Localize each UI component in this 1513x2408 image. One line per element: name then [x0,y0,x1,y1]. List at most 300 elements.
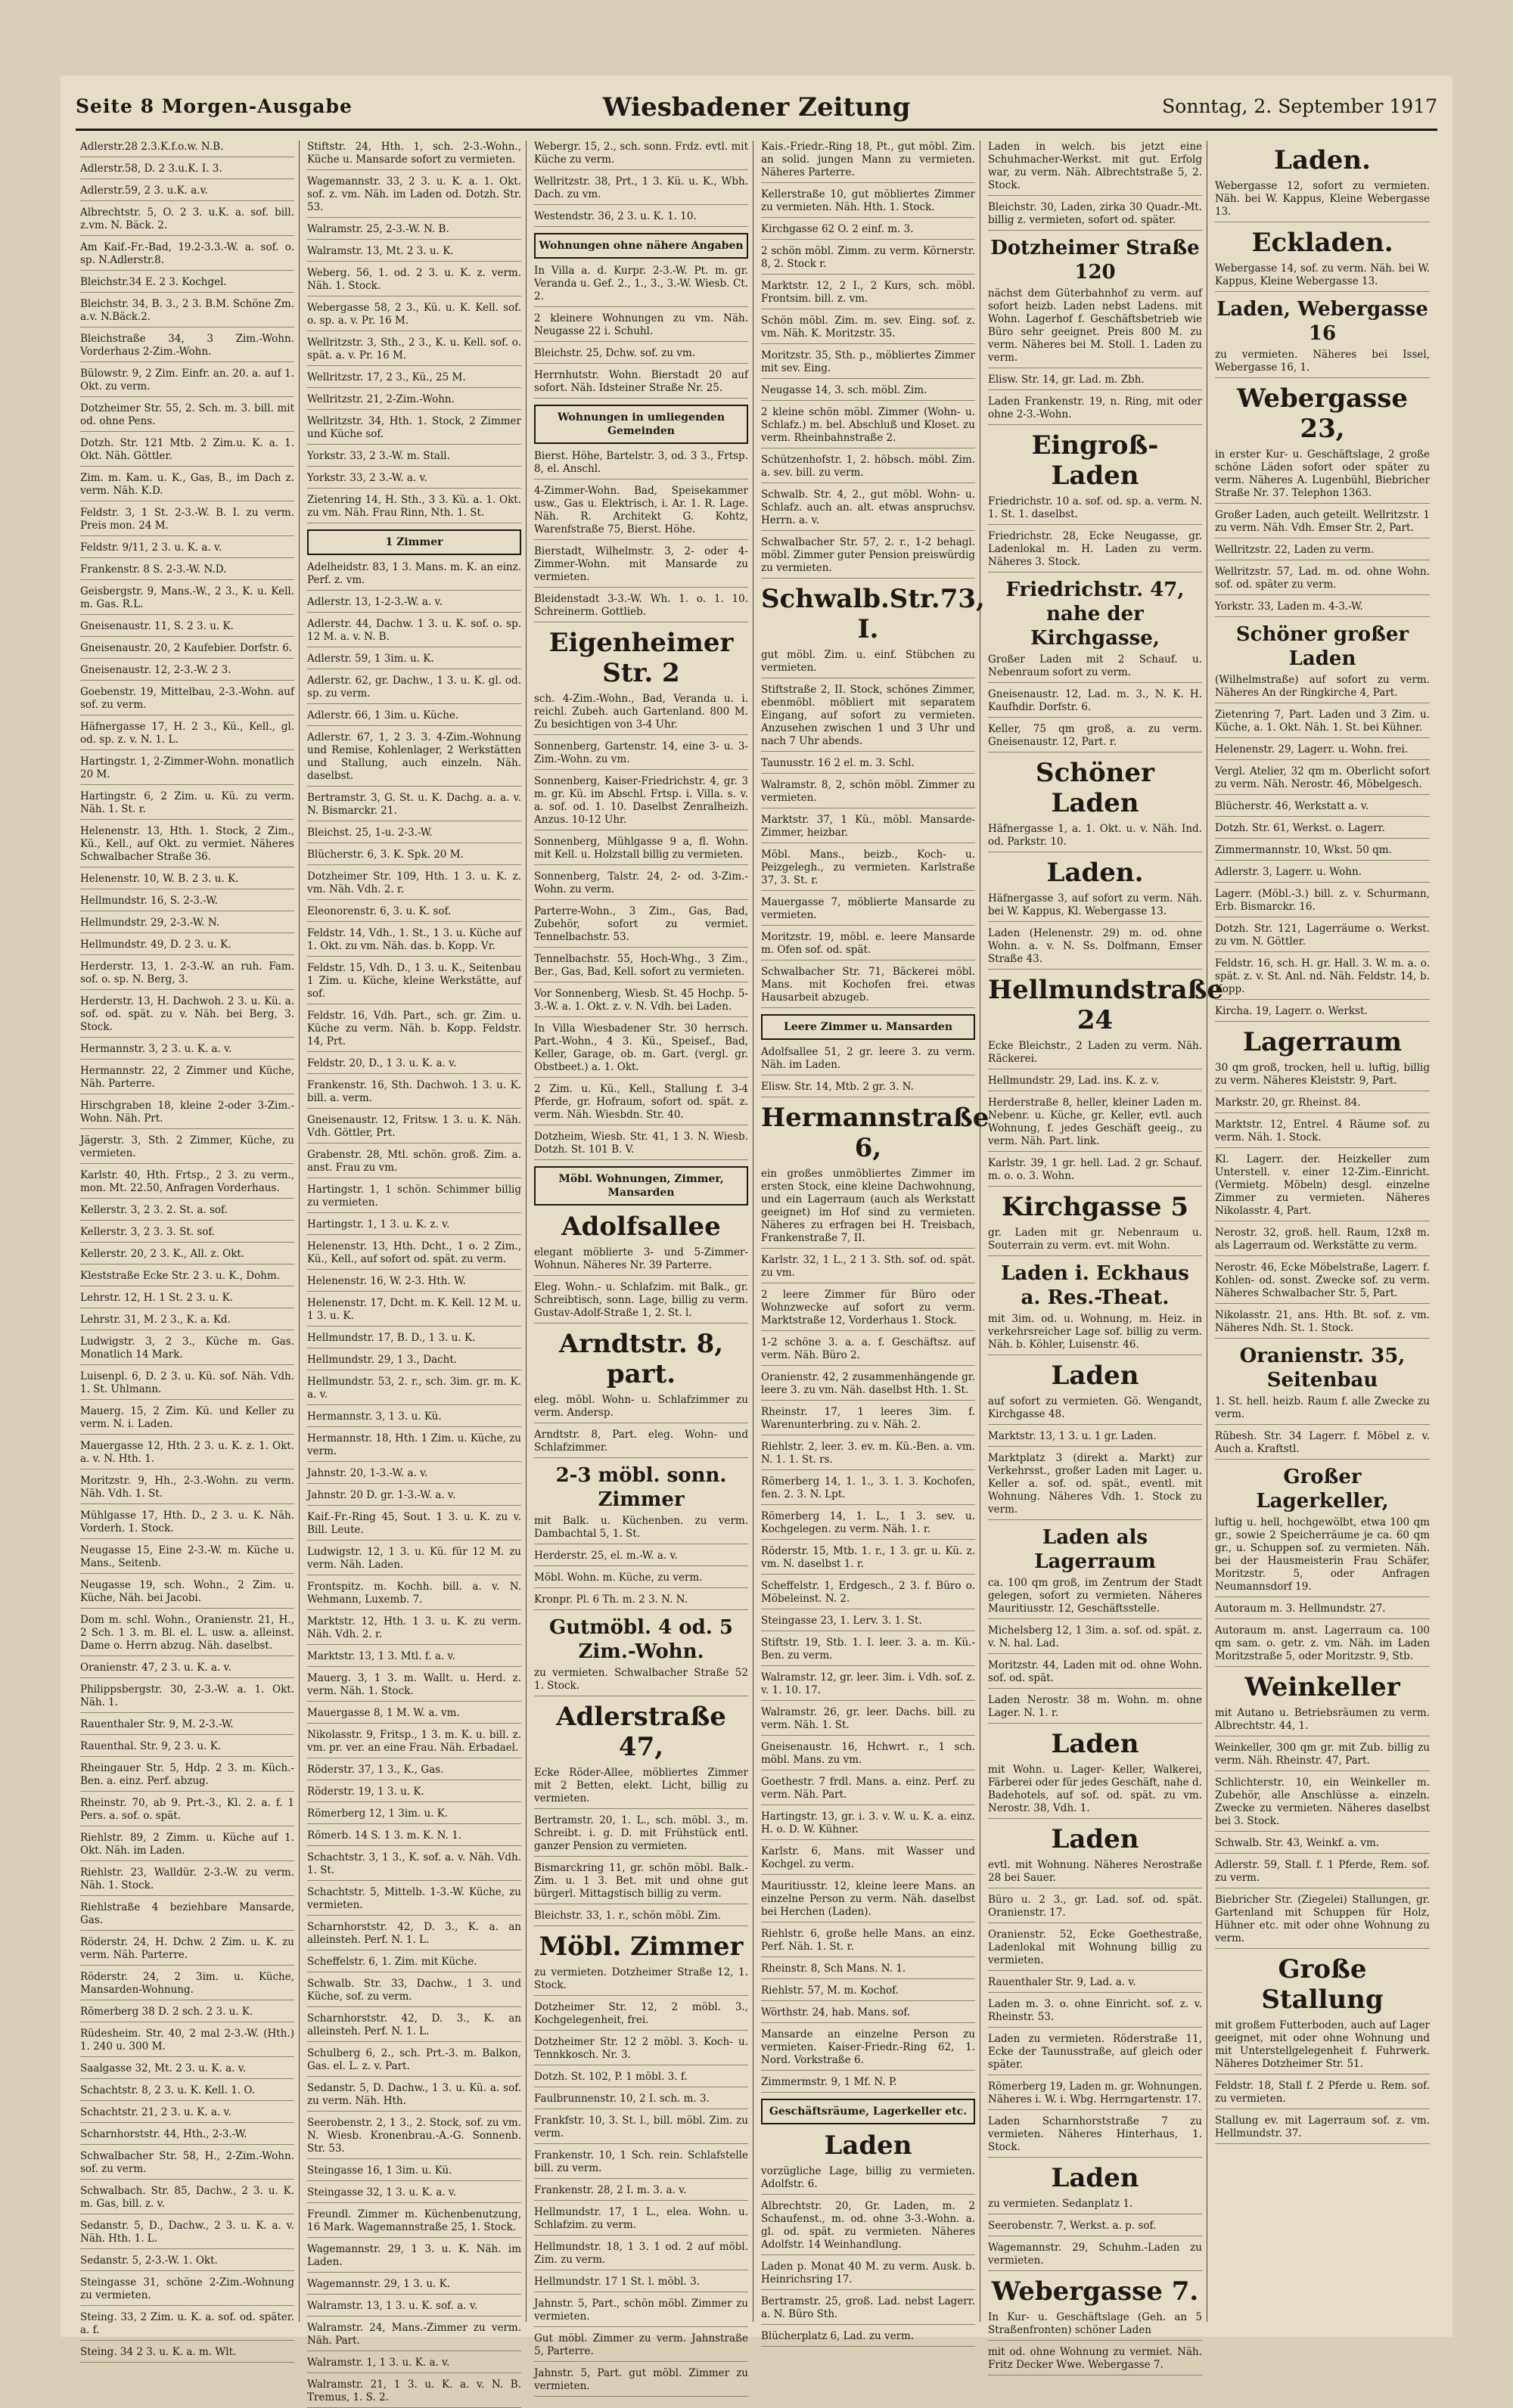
classified-ad: Adlerstr. 44, Dachw. 1 3. u. K. sof. o. sp. 12 M. a. v. N. B. [307,618,521,647]
classified-ad: Oranienstr. 47, 2 3. u. K. a. v. [80,1662,294,1678]
classified-ad: 2 Zim. u. Kü., Kell., Stallung f. 3-4 Pferde, gr. Hofraum, sofort od. spät. z. verm. Näh. Wiesbdn. Str. 40. [534,1083,748,1125]
classified-ad: Blücherplatz 6, Lad. zu verm. [761,2330,975,2347]
classified-ad: Karlstr. 39, 1 gr. hell. Lad. 2 gr. Schauf. m. o. o. 3. Wohn. [988,1157,1202,1187]
classified-ad: Bleichstr. 34, B. 3., 2 3. B.M. Schöne Zm. a.v. N.Bäck.2. [80,298,294,327]
classified-ad: Taunusstr. 16 2 el. m. 3. Schl. [761,757,975,774]
classified-ad: Seerobenstr. 7, Werkst. a. p. sof. [988,2220,1202,2236]
classified-ad: Helenenstr. 10, W. B. 2 3. u. K. [80,873,294,889]
classified-ad: Gneisenaustr. 20, 2 Kaufebier. Dorfstr. 6. [80,642,294,659]
classified-ad: (Wilhelmstraße) auf sofort zu verm. Näheres An der Ringkirche 4, Part. [1215,674,1430,703]
classified-ad: Weberg. 56, 1. od. 2 3. u. K. z. verm. Näh. 1. Stock. [307,267,521,296]
classified-ad: Hellmundstr. 29, 1 3., Dacht. [307,1354,521,1370]
classified-ad: Blücherstr. 6, 3. K. Spk. 20 M. [307,849,521,865]
classified-ad: Nikolasstr. 9, Fritsp., 1 3. m. K. u. bill. z. vm. pr. ver. an eine Frau. Näh. Erbadael. [307,1729,521,1758]
classified-ad: Großer Laden mit 2 Schauf. u. Nebenraum sofort zu verm. [988,653,1202,683]
classified-ad: Am Kaif.-Fr.-Bad, 19.2-3.3.-W. a. sof. o. sp. N.Adlerstr.8. [80,241,294,271]
display-heading: Laden [1051,1361,1139,1391]
classified-ad: Steingasse 31, schöne 2-Zim.-Wohnung zu vermieten. [80,2276,294,2306]
classified-ad: Zietenring 14, H. Sth., 3 3. Kü. a. 1. Okt. zu vm. Näh. Frau Rinn, Nth. 1. St. [307,494,521,523]
classified-ad: Römerberg 12, 1 3im. u. K. [307,1808,521,1824]
classified-ad: Michelsberg 12, 1 3im. a. sof. od. spät. z. v. N. hal. Lad. [988,1624,1202,1654]
classified-ad: Jahnstr. 20, 1-3.-W. a. v. [307,1467,521,1484]
classified-ad: Kircha. 19, Lagerr. o. Werkst. [1215,1005,1430,1022]
classified-ad: Moritzstr. 44, Laden mit od. ohne Wohn. sof. od. spät. [988,1659,1202,1689]
classified-ad: Neugasse 14, 3. sch. möbl. Zim. [761,384,975,401]
classified-ad: Röderstr. 24, 2 3im. u. Küche, Mansarden-Wohnung. [80,1971,294,2000]
classified-ad: evtl. mit Wohnung. Näheres Nerostraße 28 bei Sauer. [988,1859,1202,1888]
classified-ad: Steing. 33, 2 Zim. u. K. a. sof. od. später. a. f. [80,2311,294,2341]
classified-ad: Mansarde an einzelne Person zu vermieten. Kaiser-Friedr.-Ring 62, 1. Nord. Vorkstraße 6. [761,2028,975,2071]
classified-ad: Keller, 75 qm groß, a. zu verm. Gneisenaustr. 12, Part. r. [988,723,1202,752]
classified-ad: Walramstr. 24, Mans.-Zimmer zu verm. Näh. Part. [307,2322,521,2351]
classified-ad: auf sofort zu vermieten. Gö. Wengandt, Kirchgasse 48. [988,1395,1202,1425]
classified-ad: Hermannstr. 18, Hth. 1 Zim. u. Küche, zu verm. [307,1432,521,1462]
classified-ad: Riehlstr. 6, große helle Mans. an einz. Perf. Näh. 1. St. r. [761,1928,975,1957]
classified-ad: Stallung ev. mit Lagerraum sof. z. vm. Hellmundstr. 37. [1215,2115,1430,2144]
classified-ad: Feldstr. 15, Vdh. D., 1 3. u. K., Seitenbau 1 Zim. u. Küche, kleine Werkstätte, auf sof. [307,962,521,1004]
classified-ad: Yorkstr. 33, 2 3.-W. a. v. [307,472,521,489]
classified-ad: Schwalb. Str. 33, Dachw., 1 3. und Küche, sof. zu verm. [307,1978,521,2007]
column-5 [983,141,1224,2371]
classified-ad: Dotzheimer Str. 55, 2. Sch. m. 3. bill. mit od. ohne Pens. [80,402,294,432]
classified-ad: Hermannstr. 3, 1 3. u. Kü. [307,1410,521,1427]
classified-ad: Adlerstr.59, 2 3. u.K. a.v. [80,185,294,201]
classified-ad: Hellmundstr. 18, 1 3. 1 od. 2 auf möbl. Zim. zu verm. [534,2241,748,2270]
classified-ad: gut möbl. Zim. u. einf. Stübchen zu vermieten. [761,649,975,678]
classified-ad: Gneisenaustr. 16, Hchwrt. r., 1 sch. möbl. Mans. zu vm. [761,1741,975,1770]
classified-ad: Moritzstr. 9, Hh., 2-3.-Wohn. zu verm. Näh. Vdh. 1. St. [80,1475,294,1504]
classified-ad: Neugasse 19, sch. Wohn., 2 Zim. u. Küche, Näh. bei Jacobi. [80,1579,294,1609]
classified-ad: Hellmundstr. 29, 2-3.-W. N. [80,917,294,933]
classified-ad: Bülowstr. 9, 2 Zim. Einfr. an. 20. a. auf 1. Okt. zu verm. [80,368,294,397]
classified-ad: Schwalbach. Str. 85, Dachw., 2 3. u. K. m. Gas, bill. z. v. [80,2185,294,2214]
classified-ad: Faulbrunnenstr. 10, 2 I. sch. m. 3. [534,2093,748,2109]
display-heading: Laden als Lagerraum [1034,1526,1156,1573]
classified-ad: Webergasse 58, 2 3., Kü. u. K. Kell. sof. o. sp. a. v. Pr. 16 M. [307,302,521,331]
classified-ad: Moritzstr. 35, Sth. p., möbliertes Zimmer mit sev. Eing. [761,349,975,379]
section-heading: Wohnungen in umliegenden Gemeinden [534,405,748,444]
display-heading: Eigenheimer Str. 2 [548,628,734,688]
classified-ad: Laden in welch. bis jetzt eine Schuhmacher-Werkst. mit gut. Erfolg war, zu verm. Näh. Albrechtstraße 5, 2. Stock. [988,141,1202,196]
classified-ad: Bierstadt, Wilhelmstr. 3, 2- oder 4-Zimmer-Wohn. mit Mansarde zu vermieten. [534,545,748,588]
classified-ad: Helenenstr. 13, Hth. 1. Stock, 2 Zim., Kü., Kell., auf Okt. zu vermiet. Näheres Schwalbacher Straße 36. [80,825,294,867]
classified-ad: Scheffelstr. 1, Erdgesch., 2 3. f. Büro o. Möbeleinst. N. 2. [761,1580,975,1609]
classified-ad: Adlerstr. 3, Lagerr. u. Wohn. [1215,866,1430,883]
classified-ad: Bierst. Höhe, Bartelstr. 3, od. 3 3., Frtsp. 8, el. Anschl. [534,450,748,479]
column-4 [756,141,990,2342]
classified-ad: Autoraum m. 3. Hellmundstr. 27. [1215,1603,1430,1619]
classified-ad: Oranienstr. 52, Ecke Goethestraße, Ladenlokal mit Wohnung billig zu vermieten. [988,1929,1202,1971]
classified-ad: mit Balk. u. Küchenben. zu verm. Dambachtal 5, 1. St. [534,1515,748,1544]
classified-ad: Laden Scharnhorststraße 7 zu vermieten. Näheres Hinterhaus, 1. Stock. [988,2115,1202,2158]
classified-ad: Dotzheimer Str. 109, Hth. 1 3. u. K. z. vm. Näh. Vdh. 2. r. [307,870,521,900]
classified-ad: Wellritzstr. 17, 2 3., Kü., 25 M. [307,371,521,388]
classified-ad: Adlerstr. 13, 1-2-3.-W. a. v. [307,596,521,613]
display-heading: Laden [1051,1729,1139,1759]
classified-ad: ein großes unmöbliertes Zimmer im ersten Stock, eine kleine Dachwohnung, und ein Lagerraum (auch als Werkstatt geeignet) im Hof sind zu vermieten. Näheres zu erfragen bei H. Treisbach, Frankenstraße 7, II. [761,1168,975,1249]
classified-ad: Feldstr. 16, Vdh. Part., sch. gr. Zim. u. Küche zu verm. Näh. b. Kopp. Feldstr. 14, Prt. [307,1010,521,1052]
classified-ad: 2 kleine schön möbl. Zimmer (Wohn- u. Schlafz.) m. bel. Abschluß und Kloset. zu verm. Rheinbahnstraße 2. [761,406,975,448]
classified-ad: Wagemannstr. 29, 1 3. u. K. Näh. im Laden. [307,2243,521,2273]
classified-ad: Walramstr. 12, gr. leer. 3im. i. Vdh. sof. z. v. 1. 10. 17. [761,1671,975,1701]
classified-ad: Schachtstr. 21, 2 3. u. K. a. v. [80,2106,294,2123]
classified-ad: In Villa Wiesbadener Str. 30 herrsch. Part.-Wohn., 4 3. Kü., Speisef., Bad, Keller, Garage, ob. m. Gart. (vergl. gr. Obstbeet.) a. 1. Okt. [534,1022,748,1078]
classified-ad: Dotzheim, Wiesb. Str. 41, 1 3. N. Wiesb. Dotzh. St. 101 B. V. [534,1131,748,1160]
classified-ad: Moritzstr. 19, möbl. e. leere Mansarde m. Ofen sof. od. spät. [761,931,975,960]
classified-ad: Marktstr. 13, 1 3. u. 1 gr. Laden. [988,1430,1202,1447]
classified-ad: Rheinstr. 70, ab 9. Prt.-3., Kl. 2. a. f. 1 Pers. a. sof. o. spät. [80,1797,294,1826]
classified-ad: Walramstr. 13, 1 3. u. K. sof. a. v. [307,2300,521,2316]
classified-ad: Walramstr. 13, Mt. 2 3. u. K. [307,245,521,262]
classified-ad: Büro u. 2 3., gr. Lad. sof. od. spät. Oranienstr. 17. [988,1894,1202,1923]
classified-ad: Blücherstr. 46, Werkstatt a. v. [1215,800,1430,817]
classified-ad: Mauergasse 8, 1 M. W. a. vm. [307,1707,521,1724]
classified-ad: Philippsbergstr. 30, 2-3.-W. a. 1. Okt. Näh. 1. [80,1683,294,1713]
classified-ad: Friedrichstr. 28, Ecke Neugasse, gr. Ladenlokal m. H. Laden zu verm. Näheres 3. Stock. [988,530,1202,573]
classified-ad: Mauritiusstr. 12, kleine leere Mans. an einzelne Person zu verm. Näh. daselbst bei Herchen (Laden). [761,1880,975,1922]
classified-ad: Bleichstr.34 E. 2 3. Kochgel. [80,276,294,293]
classified-ad: Dotzheimer Str. 12 2 möbl. 3. Koch- u. Tennkkosch. Nr. 3. [534,2036,748,2065]
classified-ad: Stiftstr. 19, Stb. 1. I. leer. 3. a. m. Kü.-Ben. zu verm. [761,1637,975,1666]
classified-ad: Karlstr. 40, Hth. Frtsp., 2 3. zu verm., mon. Mt. 22.50, Anfragen Vorderhaus. [80,1169,294,1199]
classified-ad: Schachtstr. 3, 1 3., K. sof. a. v. Näh. Vdh. 1. St. [307,1851,521,1881]
classified-ad: In Villa a. d. Kurpr. 2-3.-W. Pt. m. gr. Veranda u. Gef. 2., 1., 3., 3.-W. Wiesb. Ct. 2. [534,265,748,307]
classified-ad: Helenenstr. 17, Dcht. m. K. Kell. 12 M. u. 1 3. u. K. [307,1297,521,1327]
classified-ad: Sonnenberg, Mühlgasse 9 a, fl. Wohn. mit Kell. u. Holzstall billig zu vermieten. [534,836,748,865]
classified-ad: Dotzh. St. 102, P. 1 möbl. 3. f. [534,2071,748,2087]
classified-ad: Marktstr. 12, Entrel. 4 Räume sof. zu verm. Näh. 1. Stock. [1215,1119,1430,1148]
classified-ad: Dotzheimer Str. 12, 2 möbl. 3., Kochgelegenheit, frei. [534,2001,748,2031]
classified-ad: Adlerstr.28 2.3.K.f.o.w. N.B. [80,141,294,157]
classified-ad: Luisenpl. 6, D. 2 3. u. Kü. sof. Näh. Vdh. 1. St. Uhlmann. [80,1370,294,1400]
page-number-edition: Seite 8 Morgen-Ausgabe [76,95,353,117]
classified-ad: Bleichstr. 30, Laden, zirka 30 Quadr.-Mt. billig z. vermieten, sofort od. später. [988,201,1202,231]
classified-ad: Zietenring 7, Part. Laden und 3 Zim. u. Küche, a. 1. Okt. Näh. 1. St. bei Kühner. [1215,709,1430,738]
classified-ad: Scharnhorststr. 42, D. 3., K. an alleinsteh. Perf. N. 1. L. [307,2012,521,2042]
classified-ad: Frontspitz. m. Kochh. bill. a. v. N. Wehmann, Luxemb. 7. [307,1581,521,1610]
classified-ad: Wellritzstr. 34, Hth. 1. Stock, 2 Zimmer und Küche sof. [307,415,521,445]
classified-ad: Arndtstr. 8, Part. eleg. Wohn- und Schlafzimmer. [534,1429,748,1458]
classified-ad: Dotzh. Str. 121 Mtb. 2 Zim.u. K. a. 1. Okt. Näh. Göttler. [80,437,294,467]
classified-ad: Westendstr. 36, 2 3. u. K. 1. 10. [534,210,748,227]
classified-ad: 4-Zimmer-Wohn. Bad, Speisekammer usw., Gas u. Elektrisch, i. Ar. 1. R. Lage. Näh. R. Architekt G. Kohtz, Warenfstraße 75, Bierst. Höhe. [534,485,748,540]
classified-ad: Goethestr. 7 frdl. Mans. a. einz. Perf. zu verm. Näh. Part. [761,1776,975,1805]
display-heading: Laden [1051,2163,1139,2193]
classified-ad: Häfnergasse 1, a. 1. Okt. u. v. Näh. Ind. od. Parkstr. 10. [988,823,1202,852]
classified-ad: Mauerg. 15, 2 Zim. Kü. und Keller zu verm. N. i. Laden. [80,1405,294,1435]
display-heading: Hellmundstraße 24 [988,975,1224,1035]
classified-ad: Laden Frankenstr. 19, n. Ring, mit oder ohne 2-3.-Wohn. [988,396,1202,425]
classified-ad: Römerb. 14 S. 1 3. m. K. N. 1. [307,1829,521,1846]
classified-ad: zu vermieten. Dotzheimer Straße 12, 1. Stock. [534,1966,748,1996]
classified-ad: Röderstr. 24, H. Dchw. 2 Zim. u. K. zu verm. Näh. Parterre. [80,1936,294,1966]
classified-ad: Oranienstr. 42, 2 zusammenhängende gr. leere 3. zu vm. Näh. daselbst Hth. 1. St. [761,1371,975,1401]
classified-ad: Wellritzstr. 21, 2-Zim.-Wohn. [307,393,521,410]
classified-ad: Wellritzstr. 3, Sth., 2 3., K. u. Kell. sof. o. spät. a. v. Pr. 16 M. [307,337,521,366]
classified-ad: Hellmundstr. 17 1 St. l. möbl. 3. [534,2276,748,2292]
display-heading: 2-3 möbl. sonn. Zimmer [555,1464,727,1511]
classified-ad: Laden Nerostr. 38 m. Wohn. m. ohne Lager. N. 1. r. [988,1694,1202,1724]
classified-ad: Nikolasstr. 21, ans. Hth. Bt. sof. z. vm. Näheres Ndh. St. 1. Stock. [1215,1309,1430,1339]
classified-ad: Frankenstr. 16, Sth. Dachwoh. 1 3. u. K. bill. a. verm. [307,1079,521,1109]
classified-ad: 2 leere Zimmer für Büro oder Wohnzwecke auf sofort zu verm. Marktstraße 12, Vorderhaus 1. Stock. [761,1289,975,1331]
classified-ad: mit 3im. od. u. Wohnung, m. Heiz. in verkehrsreicher Lage sof. billig zu verm. Näh. b. Köhler, Luisenstr. 46. [988,1313,1202,1355]
classified-ad: Wellritzstr. 57, Lad. m. od. ohne Wohn. sof. od. später zu verm. [1215,566,1430,595]
classified-ad: Röderstr. 37, 1 3., K., Gas. [307,1764,521,1780]
section-heading: 1 Zimmer [307,529,521,555]
classified-ad: mit Wohn. u. Lager- Keller, Walkerei, Färberei oder für jedes Geschäft, nahe d. Badehotels, auf sof. od. spät. zu vm. Nerostr. 38, Vdh. 1. [988,1764,1202,1819]
display-heading: Dotzheimer Straße 120 [990,237,1200,284]
classified-ad: Steing. 34 2 3. u. K. a. m. Wlt. [80,2346,294,2363]
classified-ad: vorzügliche Lage, billig zu vermieten. Adolfstr. 6. [761,2165,975,2195]
classified-ad: Hermannstr. 22, 2 Zimmer und Küche, Näh. Parterre. [80,1065,294,1094]
classified-ad: Helenenstr. 13, Hth. Dcht., 1 o. 2 Zim., Kü., Kell., auf sofort od. spät. zu verm. [307,1240,521,1270]
classified-ad: Stiftstr. 24, Hth. 1, sch. 2-3.-Wohn., Küche u. Mansarde sofort zu vermieten. [307,141,521,170]
classified-ad: in erster Kur- u. Geschäftslage, 2 große schöne Läden sofort oder später zu verm. Näheres A. Lugenbühl, Biebricher Straße Nr. 37. Telephon 1363. [1215,448,1430,504]
classified-ad: Feldstr. 14, Vdh., 1. St., 1 3. u. Küche auf 1. Okt. zu vm. Näh. das. b. Kopp. Vr. [307,927,521,957]
display-heading: Großer Lagerkeller, [1256,1466,1389,1513]
classified-ad: Rüdesheim. Str. 40, 2 mal 2-3.-W. (Hth.) 1. 240 u. 300 M. [80,2028,294,2057]
display-heading: Oranienstr. 35, Seitenbau [1239,1345,1406,1392]
classified-ad: Adlerstr. 62, gr. Dachw., 1 3. u. K. gl. od. sp. zu verm. [307,675,521,704]
classified-ad: Feldstr. 16, sch. H. gr. Hall. 3. W. m. a. o. spät. z. v. St. Anl. nd. Näh. Feldstr. 14, b. Kopp. [1215,957,1430,1000]
classified-ad: Bleichstr. 33, 1. r., schön möbl. Zim. [534,1910,748,1926]
display-heading: Laden. [1046,858,1144,888]
classified-ad: Walramstr. 25, 2-3.-W. N. B. [307,223,521,240]
display-heading: Laden, Webergasse 16 [1216,298,1428,345]
classified-ad: 2 schön möbl. Zimm. zu verm. Körnerstr. 8, 2. Stock r. [761,245,975,275]
classified-ad: Feldstr. 20, D., 1 3. u. K. a. v. [307,1057,521,1074]
classified-ad: Stiftstraße 2, II. Stock, schönes Zimmer, ebenmöbl. möbliert mit separatem Eingang, auf sofort zu vermieten. Anzusehen zwischen 1 und 3 Uhr und nach 7 Uhr abends. [761,684,975,752]
classified-ad: Laden (Helenenstr. 29) m. od. ohne Wohn. a. v. N. Ss. Dolfmann, Emser Straße 43. [988,927,1202,970]
classified-ad: Möbl. Mans., beizb., Koch- u. Peizgelegh., zu vermieten. Karlstraße 37, 3. St. r. [761,849,975,891]
classified-ad: Seerobenstr. 2, 1 3., 2. Stock, sof. zu vm. N. Wiesb. Kronenbrau.-A.-G. Sonnenb. Str. 53. [307,2117,521,2159]
display-heading: Schöner großer Laden [1235,623,1409,670]
classified-ad: Sedanstr. 5, D., Dachw., 2 3. u. K. a. v. Näh. Hth. 1. L. [80,2220,294,2249]
classified-ad: Frankenstr. 28, 2 I. m. 3. a. v. [534,2184,748,2201]
classified-ad: Hellmundstr. 17, 1 L., elea. Wohn. u. Schlafzim. zu verm. [534,2206,748,2236]
classified-ad: Jägerstr. 3, Sth. 2 Zimmer, Küche, zu vermieten. [80,1134,294,1164]
classified-ad: Steingasse 32, 1 3. u. K. a. v. [307,2186,521,2203]
classified-ad: Schachtstr. 8, 2 3. u. K. Kell. 1. O. [80,2084,294,2101]
classified-ad: Kaif.-Fr.-Ring 45, Sout. 1 3. u. K. zu v. Bill. Leute. [307,1511,521,1541]
classified-ad: Römerberg 19, Laden m. gr. Wohnungen. Näheres i. W. i. Wbg. Herrngartenstr. 17. [988,2081,1202,2110]
classified-ad: mit großem Futterboden, auch auf Lager geeignet, mit oder ohne Wohnung und mit Unterstellgelegenheit f. Fuhrwerk. Näheres Dotzheimer Str. 51. [1215,2019,1430,2074]
classified-ad: Webergr. 15, 2., sch. sonn. Frdz. evtl. mit Küche zu verm. [534,141,748,170]
classified-ad: Riehlstr. 2, leer. 3. ev. m. Kü.-Ben. a. vm. N. 1. 1. St. rs. [761,1441,975,1470]
classified-ad: Albrechtstr. 5, O. 2 3. u.K. a. sof. bill. z.vm. N. Bäck. 2. [80,206,294,236]
classified-ad: Adelheidstr. 83, 1 3. Mans. m. K. an einz. Perf. z. vm. [307,561,521,591]
classified-ad: Gneisenaustr. 11, S. 2 3. u. K. [80,620,294,637]
classified-ad: Vor Sonnenberg, Wiesb. St. 45 Hochp. 5-3.-W. a. 1. Okt. z. v. N. Vdh. bei Laden. [534,988,748,1017]
display-heading: Schwalb.Str.73, I. [761,584,985,644]
classified-ad: Kellerstr. 3, 2 3. 3. St. sof. [80,1226,294,1243]
classified-ad: Friedrichstr. 10 a. sof. od. sp. a. verm. N. 1. St. 1. daselbst. [988,495,1202,525]
classified-ad: Sonnenberg, Gartenstr. 14, eine 3- u. 3-Zim.-Wohn. zu vm. [534,740,748,770]
column-6 [1210,141,1434,2322]
classified-ad: Walramstr. 8, 2, schön möbl. Zimmer zu vermieten. [761,779,975,808]
classified-ad: Riehlstr. 89, 2 Zimm. u. Küche auf 1. Okt. Näh. im Laden. [80,1832,294,1861]
section-heading: Leere Zimmer u. Mansarden [761,1014,975,1040]
classified-ad: Bertramstr. 20, 1. L., sch. möbl. 3., m. Schreibt. i. g. D. mit Frühstück entl. ganzer Pension zu vermieten. [534,1814,748,1857]
classified-ad: Röderstr. 19, 1 3. u. K. [307,1786,521,1802]
section-heading: Möbl. Wohnungen, Zimmer, Mansarden [534,1166,748,1206]
classified-ad: Hartingstr. 6, 2 Zim. u. Kü. zu verm. Näh. 1. St. r. [80,790,294,820]
classified-ad: Wagemannstr. 29, 1 3. u. K. [307,2278,521,2295]
display-heading: Adolfsallee [561,1212,721,1242]
classified-ad: Yorkstr. 33, Laden m. 4-3.-W. [1215,600,1430,617]
classified-ad: Hermannstr. 3, 2 3. u. K. a. v. [80,1043,294,1060]
classified-ad: Zimmermstr. 9, 1 Mf. N. P. [761,2076,975,2093]
classified-ad: Kellerstr. 20, 2 3. K., All. z. Okt. [80,1248,294,1265]
classified-ad: Marktstr. 12, 2 I., 2 Kurs, sch. möbl. Frontsim. bill. z. vm. [761,280,975,309]
classified-ad: Albrechtstr. 20, Gr. Laden, m. 2 Schaufenst., m. od. ohne 3-3.-Wohn. a. gl. od. spät. zu vermieten. Näheres Adolfstr. 14 Weinhandlung. [761,2200,975,2255]
classified-ad: Adlerstr. 66, 1 3im. u. Küche. [307,709,521,726]
classified-ad: nächst dem Güterbahnhof zu verm. auf sofort heizb. Laden nebst Ladens. mit Wohn. Lagerhof f. Geschäftsbetrieb wie Büro sehr geeignet. Preis 800 M. zu verm. Näheres bei M. Stoll. 1. Laden zu verm. [988,287,1202,368]
classified-ad: Riehlstr. 57, M. m. Kochof. [761,1984,975,2001]
classified-ad: Herrnhutstr. Wohn. Bierstadt 20 auf sofort. Näh. Idsteiner Straße Nr. 25. [534,369,748,399]
classified-ad: Schützenhofstr. 1, 2. höbsch. möbl. Zim. a. sev. bill. zu verm. [761,454,975,483]
classified-ad: Steingasse 16, 1 3im. u. Kü. [307,2164,521,2181]
display-heading: Große Stallung [1261,1954,1384,2015]
classified-ad: Nerostr. 46, Ecke Möbelstraße, Lagerr. f. Kohlen- od. sonst. Zwecke sof. zu verm. Näheres Schwalbacher Str. 5, Part. [1215,1261,1430,1304]
classified-ad: Römerberg 14, 1. L., 1 3. sev. u. Kochgelegen. zu verm. Näh. 1. r. [761,1510,975,1540]
classified-ad: Parterre-Wohn., 3 Zim., Gas, Bad, Zubehör, sofort zu vermiet. Tennelbachstr. 53. [534,905,748,948]
classified-ad: Bertramstr. 3, G. St. u. K. Dachg. a. a. v. N. Bismarckr. 21. [307,792,521,821]
classified-ad: Dom m. schl. Wohn., Oranienstr. 21, H., 2 Sch. 1 3. m. Bl. el. L. usw. a. alleinst. Dame o. Herrn abzug. Näh. daselbst. [80,1614,294,1656]
classified-ad: Bertramstr. 25, groß. Lad. nebst Lagerr. a. N. Büro Sth. [761,2295,975,2325]
classified-ad: Wellritzstr. 22, Laden zu verm. [1215,544,1430,560]
classified-ad: Kirchgasse 62 O. 2 einf. m. 3. [761,223,975,240]
classified-ad: Frankfstr. 10, 3. St. l., bill. möbl. Zim. zu verm. [534,2115,748,2144]
classified-ad: Herderstr. 13, 1. 2-3.-W. an ruh. Fam. sof. o. sp. N. Berg, 3. [80,960,294,990]
classified-ad: Wörthstr. 24, hab. Mans. sof. [761,2006,975,2023]
display-heading: Möbl. Zimmer [539,1932,744,1962]
classified-ad: Adlerstr. 59, Stall. f. 1 Pferde, Rem. sof. zu verm. [1215,1859,1430,1888]
classified-ad: Bleidenstadt 3-3.-W. Wh. 1. o. 1. 10. Schreinerm. Gottlieb. [534,593,748,622]
classified-ad: Lehrstr. 31, M. 2 3., K. a. Kd. [80,1314,294,1330]
classified-ad: Bleichst. 25, 1-u. 2-3.-W. [307,827,521,843]
classified-ad: Mauergasse 7, möblierte Mansarde zu vermieten. [761,896,975,926]
classified-ad: Kais.-Friedr.-Ring 18, Pt., gut möbl. Zim. an solid. jungen Mann zu vermieten. Näheres Parterre. [761,141,975,183]
display-heading: Gutmöbl. 4 od. 5 Zim.-Wohn. [549,1616,733,1663]
classified-ad: Zimmermannstr. 10, Wkst. 50 qm. [1215,844,1430,861]
classified-ad: Tennelbachstr. 55, Hoch-Whg., 3 Zim., Ber., Gas, Bad, Kell. sofort zu vermieten. [534,953,748,982]
classified-ad: Römerberg 14, 1. 1., 3. 1. 3. Kochofen, fen. 2. 3. N. Lpt. [761,1476,975,1505]
classified-ad: Feldstr. 3, 1 St. 2-3.-W. B. I. zu verm. Preis mon. 24 M. [80,507,294,536]
classified-ad: Webergasse 12, sofort zu vermieten. Näh. bei W. Kappus, Kleine Webergasse 13. [1215,180,1430,222]
classified-ad: zu vermieten. Schwalbacher Straße 52 1. Stock. [534,1667,748,1696]
classified-ad: Schwalbacher Str. 58, H., 2-Zim.-Wohn. sof. zu verm. [80,2150,294,2180]
classified-ad: Häfnergasse 17, H. 2 3., Kü., Kell., gl. od. sp. z. v. N. 1. L. [80,721,294,750]
classified-ad: Röderstr. 15, Mtb. 1. r., 1 3. gr. u. Kü. z. vm. N. daselbst 1. r. [761,1545,975,1575]
classified-ad: mit od. ohne Wohnung zu vermiet. Näh. Fritz Decker Wwe. Webergasse 7. [988,2346,1202,2375]
classified-ad: Hellmundstr. 29, Lad. ins. K. z. v. [988,1075,1202,1091]
classified-ad: Walramstr. 1, 1 3. u. K. a. v. [307,2357,521,2373]
classified-ad: Schön möbl. Zim. m. sev. Eing. sof. z. vm. Näh. K. Moritzstr. 35. [761,315,975,344]
classified-ad: Frankenstr. 10, 1 Sch. rein. Schlafstelle bill. zu verm. [534,2149,748,2179]
newspaper-page [61,76,1452,2403]
classified-ad: Rheingauer Str. 5, Hdp. 2 3. m. Küch.-Ben. a. einz. Perf. abzug. [80,1762,294,1792]
classified-ad: Riehlstraße 4 beziehbare Mansarde, Gas. [80,1901,294,1931]
classified-ad: Kl. Lagerr. der. Heizkeller zum Unterstell. v. einer 12-Zim.-Einricht. (Vermietg. Möbeln) desgl. einzelne Zimmer zu vermieten. Näheres Nikolasstr. 4, Part. [1215,1153,1430,1221]
classified-ad: Jahnstr. 20 D. gr. 1-3.-W. a. v. [307,1489,521,1506]
classified-ad: Riehlstr. 23, Walldür. 2-3.-W. zu verm. Näh. 1. Stock. [80,1867,294,1896]
classified-ad: Eleg. Wohn.- u. Schlafzim. mit Balk., gr. Schreibtisch, sonn. Lage, billig zu verm. Gustav-Adolf-Straße 1, 2. St. l. [534,1281,748,1323]
display-heading: Friedrichstr. 47, nahe der Kirchgasse, [1005,579,1185,650]
classified-ad: Gneisenaustr. 12, Fritsw. 1 3. u. K. Näh. Vdh. Göttler, Prt. [307,1114,521,1143]
classified-ad: Marktstr. 12, Hth. 1 3. u. K. zu verm. Näh. Vdh. 2. r. [307,1615,521,1645]
classified-ad: Rauenthal. Str. 9, 2 3. u. K. [80,1740,294,1757]
classified-ad: Schwalb. Str. 4, 2., gut möbl. Wohn- u. Schlafz. auch an. alt. etwas anspruchsv. Herrn. a. v. [761,489,975,531]
display-heading: Laden i. Eckhaus a. Res.-Theat. [1001,1262,1189,1309]
classified-ad: Römerberg 38 D. 2 sch. 2 3. u. K. [80,2006,294,2022]
classified-ad: Helenenstr. 16, W. 2-3. Hth. W. [307,1275,521,1292]
classified-ad: elegant möblierte 3- und 5-Zimmer-Wohnun. Näheres Nr. 39 Parterre. [534,1246,748,1276]
classified-ad: Hellmundstr. 16, S. 2-3.-W. [80,895,294,911]
display-heading: Hermannstraße 6, [761,1103,990,1163]
display-heading: Eckladen. [1251,228,1393,258]
display-heading: Webergasse 23, [1236,383,1409,444]
classified-ad: Laden m. 3. o. ohne Einricht. sof. z. v. Rheinstr. 53. [988,1998,1202,2028]
classified-ad: Ludwigstr. 12, 1 3. u. Kü. für 12 M. zu verm. Näh. Laden. [307,1546,521,1575]
classified-ad: eleg. möbl. Wohn- u. Schlafzimmer zu verm. Andersp. [534,1394,748,1423]
classified-ad: Jahnstr. 5, Part. gut möbl. Zimmer zu vermieten. [534,2367,748,2397]
classified-ad: Ludwigstr. 3, 2 3., Küche m. Gas. Monatlich 14 Mark. [80,1336,294,1365]
classified-ad: Markstr. 20, gr. Rheinst. 84. [1215,1097,1430,1113]
section-heading: Geschäftsräume, Lagerkeller etc. [761,2099,975,2124]
classified-ad: Hellmundstr. 49, D. 2 3. u. K. [80,939,294,955]
classified-ad: Rheinstr. 8, Sch Mans. N. 1. [761,1963,975,1979]
classified-ad: Webergasse 14, sof. zu verm. Näh. bei W. Kappus, Kleine Webergasse 13. [1215,262,1430,292]
classified-ad: Gut möbl. Zimmer zu verm. Jahnstraße 5, Parterre. [534,2332,748,2362]
classified-ad: Bleichstraße 34, 3 Zim.-Wohn. Vorderhaus 2-Zim.-Wohn. [80,333,294,362]
classified-ad: Hirschgraben 18, kleine 2-oder 3-Zim.-Wohn. Näh. Prt. [80,1100,294,1129]
classified-ad: Häfnergasse 3, auf sofort zu verm. Näh. bei W. Kappus, Kl. Webergasse 13. [988,892,1202,922]
classified-ad: Ecke Röder-Allee, möbliertes Zimmer mit 2 Betten, elekt. Licht, billig zu vermieten. [534,1767,748,1809]
classified-ad: Nerostr. 32, groß. hell. Raum, 12x8 m. als Lagerraum od. Werkstätte zu verm. [1215,1227,1430,1256]
column-3 [530,141,753,2392]
classified-ad: Elisw. Str. 14, Mtb. 2 gr. 3. N. [761,1081,975,1097]
classified-ad: Wagemannstr. 29, Schuhm.-Laden zu vermieten. [988,2242,1202,2271]
classified-ad: Karlstr. 32, 1 L., 2 1 3. Sth. sof. od. spät. zu vm. [761,1254,975,1283]
classified-ad: Gneisenaustr. 12, 2-3.-W. 2 3. [80,664,294,681]
classified-ad: Ecke Bleichstr., 2 Laden zu verm. Näh. Räckerei. [988,1040,1202,1069]
classified-ad: Schwalbacher Str. 57, 2. r., 1-2 behagl. möbl. Zimmer guter Pension preiswürdig zu vermieten. [761,536,975,579]
classified-ad: Hartingstr. 1, 1 schön. Schimmer billig zu vermieten. [307,1184,521,1213]
classified-ad: Vergl. Atelier, 32 qm m. Oberlicht sofort zu verm. Näh. Nerostr. 46, Möbelgesch. [1215,765,1430,795]
classified-ad: Adlerstr. 59, 1 3im. u. K. [307,653,521,669]
classified-ad: Scheffelstr. 6, 1. Zim. mit Küche. [307,1956,521,1972]
display-heading: Schöner Laden [1036,758,1154,818]
classified-ad: Kellerstr. 3, 2 3. 2. St. a. sof. [80,1204,294,1221]
classified-ad: Scharnhorststr. 42, D. 3., K. a. an alleinsteh. Perf. N. 1. L. [307,1921,521,1950]
classified-ad: Frankenstr. 8 S. 2-3.-W. N.D. [80,563,294,580]
classified-ad: Großer Laden, auch geteilt. Wellritzstr. 1 zu verm. Näh. Vdh. Emser Str. 2, Part. [1215,509,1430,538]
classified-ad: Laden p. Monat 40 M. zu verm. Ausk. b. Heinrichsring 17. [761,2261,975,2290]
classified-ad: 1. St. hell. heizb. Raum f. alle Zwecke zu verm. [1215,1395,1430,1425]
classified-ad: Freundl. Zimmer m. Küchenbenutzung, 16 Mark. Wagemannstraße 25, 1. Stock. [307,2208,521,2238]
classified-ad: Yorkstr. 33, 2 3.-W. m. Stall. [307,450,521,467]
classified-ad: Adlerstr. 67, 1, 2 3. 3. 4-Zim.-Wohnung und Remise, Kohlenlager, 2 Werkstätten und Stallung, auch einzeln. Näh. daselbst. [307,731,521,787]
classified-ad: Kleststraße Ecke Str. 2 3. u. K., Dohm. [80,1270,294,1286]
display-heading: Laden [824,2130,912,2161]
classified-ad: Herderstr. 25, el. m.-W. a. v. [534,1550,748,1566]
classified-ad: Hellmundstr. 53, 2. r., sch. 3im. gr. m. K. a. v. [307,1376,521,1405]
display-heading: Adlerstraße 47, [556,1702,726,1762]
classified-ad: Bismarckring 11, gr. schön möbl. Balk.-Zim. u. 1 3. Bet. mit und ohne gut bürgerl. Mittagstisch billig zu verm. [534,1862,748,1904]
classified-ad: Schwalbacher Str. 71, Bäckerei möbl. Mans. mit Kochofen frei. etwas Hausarbeit abzugeb. [761,966,975,1008]
